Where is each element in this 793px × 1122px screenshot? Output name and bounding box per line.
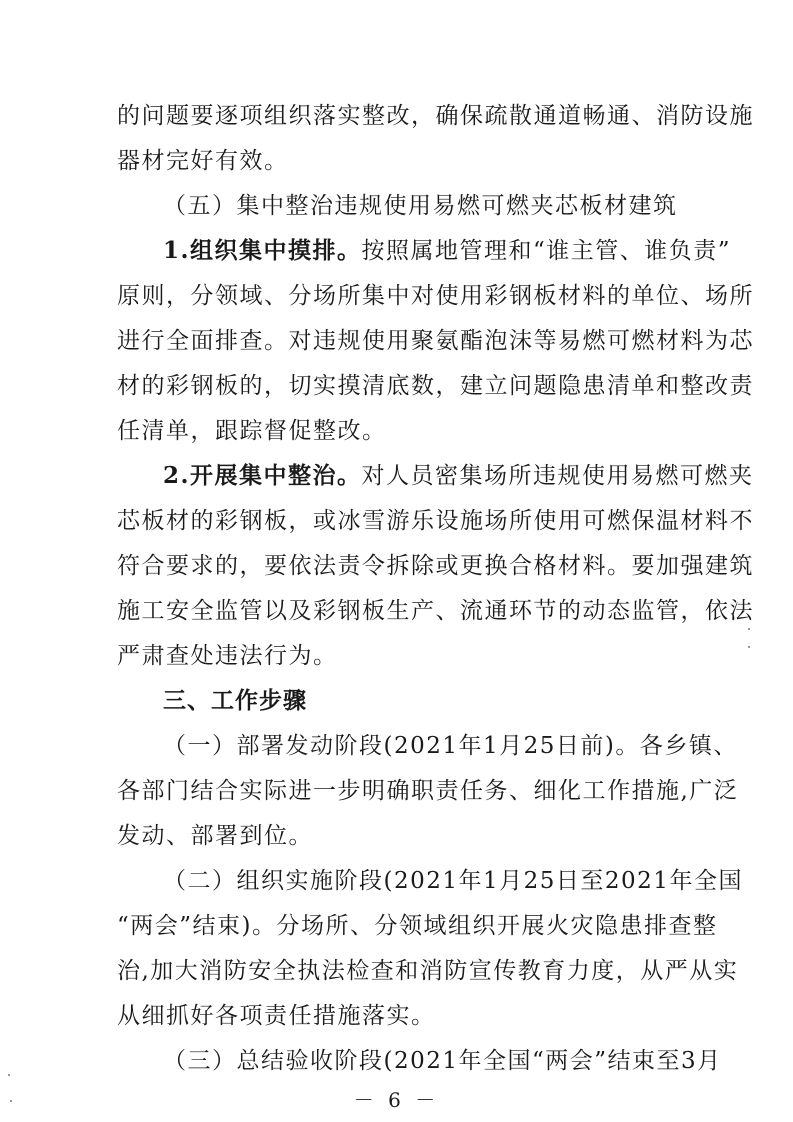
body-line: 2.开展集中整治。对人员密集场所违规使用易燃可燃夹 — [163, 462, 754, 489]
item-lead: 1.组织集中摸排。 — [163, 237, 362, 264]
body-line: 材的彩钢板的，切实摸清底数，建立问题隐患清单和整改责 — [117, 373, 754, 399]
body-line: “两会”结束)。分场所、分领域组织开展火灾隐患排查整 — [117, 913, 718, 939]
scan-speck — [10, 1100, 12, 1102]
body-line: 符合要求的，要依法责令拆除或更换合格材料。要加强建筑 — [117, 553, 754, 579]
body-line: （三）总结验收阶段(2021年全国“两会”结束至3月 — [163, 1048, 722, 1074]
body-line: 的问题要逐项组织落实整改，确保疏散通道畅通、消防设施 — [117, 103, 754, 129]
body-line: 施工安全监管以及彩钢板生产、流通环节的动态监管，依法 — [117, 598, 754, 624]
body-line: 器材完好有效。 — [117, 148, 289, 174]
body-line: 任清单，跟踪督促整改。 — [117, 418, 387, 444]
section-heading: （五）集中整治违规使用易燃可燃夹芯板材建筑 — [163, 193, 678, 219]
body-line: 各部门结合实际进一步明确职责任务、细化工作措施,广泛 — [117, 778, 739, 804]
body-line: 1.组织集中摸排。按照属地管理和“谁主管、谁负责” — [163, 237, 732, 264]
body-line: 原则，分领域、分场所集中对使用彩钢板材料的单位、场所 — [117, 283, 754, 309]
body-line: 治,加大消防安全执法检查和消防宣传教育力度，从严从实 — [117, 958, 739, 984]
body-line: 从细抓好各项责任措施落实。 — [117, 1003, 436, 1029]
body-line: 严肃查处违法行为。 — [117, 643, 338, 669]
scan-speck — [748, 646, 750, 648]
body-line: 芯板材的彩钢板，或冰雪游乐设施场所使用可燃保温材料不 — [117, 508, 754, 534]
body-line: （一）部署发动阶段(2021年1月25日前)。各乡镇、 — [163, 733, 738, 759]
body-line: 进行全面排查。对违规使用聚氨酯泡沫等易燃可燃材料为芯 — [117, 328, 754, 354]
chapter-heading: 三、工作步骤 — [163, 688, 307, 714]
item-lead: 2.开展集中整治。 — [163, 462, 362, 489]
scan-speck — [8, 1074, 10, 1076]
scan-speck — [748, 628, 750, 630]
page-number: － 6 － — [353, 1088, 440, 1112]
body-line: （二）组织实施阶段(2021年1月25日至2021年全国 — [163, 868, 743, 894]
body-line: 发动、部署到位。 — [117, 823, 313, 849]
